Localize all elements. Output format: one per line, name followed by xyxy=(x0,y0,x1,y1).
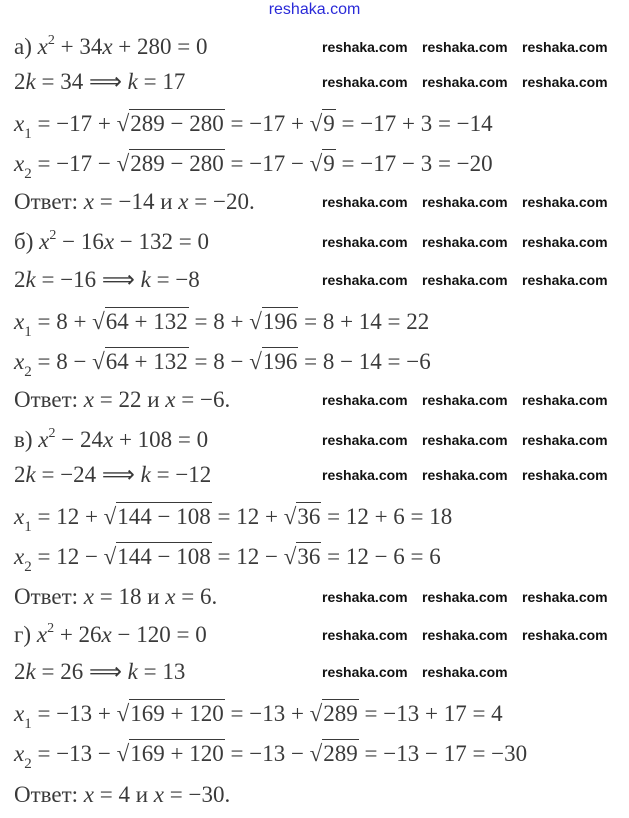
math-text: = 12 − 6 = 6 xyxy=(321,544,441,569)
watermark: reshaka.com xyxy=(522,234,608,250)
math-line xyxy=(14,388,230,411)
watermark: reshaka.com xyxy=(322,74,408,90)
variable: x xyxy=(165,387,176,412)
radicand: 64 + 132 xyxy=(105,309,188,334)
math-text: = 8 − xyxy=(188,349,250,374)
math-text: = −13 − 17 = −30 xyxy=(358,741,528,766)
math-text: = 26 ⟹ xyxy=(35,659,128,684)
square-root xyxy=(117,112,225,135)
square-root xyxy=(310,702,359,725)
radicand: 64 + 132 xyxy=(105,349,188,374)
radicand: 36 xyxy=(297,544,321,569)
math-text: = 8 − xyxy=(31,349,93,374)
math-text: − 132 = 0 xyxy=(114,229,209,254)
math-text: = −17 − xyxy=(31,151,117,176)
math-text: Ответ: xyxy=(14,189,84,214)
math-text: = 18 и xyxy=(94,584,166,609)
math-line xyxy=(14,35,208,58)
subscript: 2 xyxy=(24,756,32,772)
math-line xyxy=(14,660,185,683)
variable: k xyxy=(140,267,151,292)
watermark: reshaka.com xyxy=(522,272,608,288)
radicand: 169 + 120 xyxy=(130,741,224,766)
variable: x xyxy=(83,782,95,807)
subscript: 1 xyxy=(24,324,32,340)
radicand: 169 + 120 xyxy=(130,701,224,726)
math-text: = 12 + 6 = 18 xyxy=(321,504,453,529)
square-root xyxy=(117,152,225,175)
math-text: = −14 и xyxy=(94,189,179,214)
math-text: = −13 − xyxy=(224,741,310,766)
square-root xyxy=(284,505,322,528)
watermark: reshaka.com xyxy=(322,39,408,55)
watermark: reshaka.com xyxy=(522,467,608,483)
radicand: 289 − 280 xyxy=(130,111,224,136)
radicand: 289 − 280 xyxy=(130,151,224,176)
math-text: + 108 = 0 xyxy=(113,427,209,452)
radicand: 289 xyxy=(323,701,358,726)
math-line xyxy=(14,190,255,213)
math-text: = −12 xyxy=(150,462,212,487)
math-text: = 8 + 14 = 22 xyxy=(298,309,430,334)
exponent: 2 xyxy=(48,426,56,441)
math-text: = −20. xyxy=(188,189,255,214)
square-root xyxy=(104,505,212,528)
math-text: = −30. xyxy=(164,782,231,807)
variable: x xyxy=(102,34,113,59)
math-text: = −17 + xyxy=(224,111,310,136)
math-text: = −17 − 3 = −20 xyxy=(335,151,493,176)
math-line xyxy=(14,544,441,575)
radical-sign: √ xyxy=(103,544,117,569)
math-line xyxy=(14,585,217,608)
radical-sign: √ xyxy=(116,701,130,726)
radical-sign: √ xyxy=(249,309,262,334)
watermark: reshaka.com xyxy=(322,234,408,250)
watermark: reshaka.com xyxy=(322,664,408,680)
math-line xyxy=(14,463,211,486)
radical-sign: √ xyxy=(116,151,130,176)
variable: k xyxy=(127,659,138,684)
watermark: reshaka.com xyxy=(522,627,608,643)
watermark: reshaka.com xyxy=(322,467,408,483)
math-text: = −16 ⟹ xyxy=(35,267,141,292)
variable: x xyxy=(14,349,25,374)
radicand: 196 xyxy=(262,309,298,334)
math-text: = −6. xyxy=(175,387,231,412)
radical-sign: √ xyxy=(283,504,297,529)
math-line xyxy=(14,268,200,291)
square-root xyxy=(117,702,225,725)
variable: k xyxy=(25,462,36,487)
math-text: = 12 − xyxy=(211,544,284,569)
math-text: = 12 − xyxy=(31,544,104,569)
variable: x xyxy=(14,111,25,136)
subscript: 2 xyxy=(24,166,32,182)
variable: k xyxy=(140,462,151,487)
math-text: − 16 xyxy=(56,229,104,254)
variable: x xyxy=(83,387,95,412)
math-text: = −13 + 17 = 4 xyxy=(358,701,503,726)
math-text: = −8 xyxy=(150,267,200,292)
math-line xyxy=(14,230,209,253)
variable: x xyxy=(83,584,95,609)
radical-sign: √ xyxy=(249,349,262,374)
square-root xyxy=(310,112,336,135)
subscript: 1 xyxy=(24,126,32,142)
math-line xyxy=(14,309,430,340)
watermark: reshaka.com xyxy=(522,39,608,55)
math-text: = −24 ⟹ xyxy=(35,462,141,487)
radicand: 144 − 108 xyxy=(117,544,211,569)
watermark: reshaka.com xyxy=(422,74,508,90)
square-root xyxy=(92,310,189,333)
watermark: reshaka.com xyxy=(422,467,508,483)
math-text: г) xyxy=(14,622,37,647)
watermark: reshaka.com xyxy=(522,432,608,448)
math-text: 2 xyxy=(14,267,26,292)
watermark: reshaka.com xyxy=(422,664,508,680)
math-text: = 17 xyxy=(137,69,186,94)
radicand: 36 xyxy=(297,504,321,529)
radical-sign: √ xyxy=(92,309,105,334)
math-text: = −13 − xyxy=(31,741,117,766)
math-text: + 34 xyxy=(54,34,103,59)
watermark: reshaka.com xyxy=(522,392,608,408)
exponent: 2 xyxy=(47,33,55,48)
math-text: = 4 и xyxy=(94,782,154,807)
math-text: = 8 + xyxy=(31,309,93,334)
square-root xyxy=(310,742,359,765)
math-text: Ответ: xyxy=(14,387,84,412)
variable: x xyxy=(14,504,25,529)
math-text: Ответ: xyxy=(14,584,84,609)
radical-sign: √ xyxy=(116,741,130,766)
math-text: = 22 и xyxy=(94,387,166,412)
variable: x xyxy=(153,782,165,807)
variable: x xyxy=(38,427,49,452)
square-root xyxy=(284,545,322,568)
math-text: = −13 + xyxy=(31,701,117,726)
radical-sign: √ xyxy=(309,741,323,766)
variable: x xyxy=(37,34,48,59)
math-text: = 12 + xyxy=(31,504,104,529)
math-text: = −17 + xyxy=(31,111,117,136)
variable: x xyxy=(14,151,25,176)
radical-sign: √ xyxy=(283,544,297,569)
variable: x xyxy=(14,701,25,726)
exponent: 2 xyxy=(47,621,55,636)
watermark: reshaka.com xyxy=(322,432,408,448)
square-root xyxy=(249,310,298,333)
watermark: reshaka.com xyxy=(322,627,408,643)
math-text: = 12 + xyxy=(211,504,284,529)
math-text: + 280 = 0 xyxy=(112,34,208,59)
square-root xyxy=(92,350,189,373)
variable: x xyxy=(102,427,114,452)
variable: x xyxy=(83,189,95,214)
site-header-link[interactable]: reshaka.com xyxy=(268,1,361,18)
variable: k xyxy=(25,267,36,292)
math-line xyxy=(14,701,503,732)
watermark: reshaka.com xyxy=(322,589,408,605)
watermark: reshaka.com xyxy=(422,627,508,643)
radicand: 289 xyxy=(323,741,358,766)
math-text: + 26 xyxy=(54,622,102,647)
radical-sign: √ xyxy=(92,349,105,374)
math-text: = −17 − xyxy=(224,151,310,176)
math-line xyxy=(14,504,453,535)
watermark: reshaka.com xyxy=(522,194,608,210)
radicand: 9 xyxy=(323,111,335,136)
subscript: 2 xyxy=(24,364,32,380)
subscript: 1 xyxy=(24,519,32,535)
variable: x xyxy=(103,229,115,254)
watermark: reshaka.com xyxy=(422,194,508,210)
watermark: reshaka.com xyxy=(422,589,508,605)
variable: x xyxy=(101,622,112,647)
radical-sign: √ xyxy=(103,504,117,529)
variable: x xyxy=(178,189,189,214)
math-text: 2 xyxy=(14,462,26,487)
math-text: 2 xyxy=(14,659,26,684)
variable: k xyxy=(127,69,138,94)
watermark: reshaka.com xyxy=(522,74,608,90)
math-text: Ответ: xyxy=(14,782,84,807)
radicand: 196 xyxy=(262,349,298,374)
square-root xyxy=(104,545,212,568)
variable: x xyxy=(14,544,25,569)
math-line xyxy=(14,111,493,142)
math-text: − 120 = 0 xyxy=(111,622,207,647)
square-root xyxy=(310,152,336,175)
square-root xyxy=(117,742,225,765)
math-text: = 13 xyxy=(137,659,186,684)
math-text: 2 xyxy=(14,69,26,94)
math-text: = −17 + 3 = −14 xyxy=(335,111,493,136)
variable: x xyxy=(14,741,25,766)
subscript: 1 xyxy=(24,716,32,732)
math-line xyxy=(14,783,230,806)
math-text: а) xyxy=(14,34,38,59)
watermark: reshaka.com xyxy=(322,194,408,210)
radicand: 9 xyxy=(323,151,335,176)
math-text: = 8 + xyxy=(188,309,250,334)
math-text: = 34 ⟹ xyxy=(35,69,128,94)
math-text: − 24 xyxy=(55,427,103,452)
subscript: 2 xyxy=(24,559,32,575)
watermark: reshaka.com xyxy=(422,392,508,408)
exponent: 2 xyxy=(49,228,57,243)
watermark: reshaka.com xyxy=(422,234,508,250)
watermark: reshaka.com xyxy=(422,39,508,55)
radical-sign: √ xyxy=(309,151,323,176)
variable: x xyxy=(39,229,50,254)
radicand: 144 − 108 xyxy=(117,504,211,529)
variable: k xyxy=(25,69,36,94)
watermark: reshaka.com xyxy=(522,589,608,605)
watermark: reshaka.com xyxy=(422,432,508,448)
math-text: = −13 + xyxy=(224,701,310,726)
variable: x xyxy=(165,584,176,609)
math-line xyxy=(14,623,207,646)
math-text: = 6. xyxy=(175,584,218,609)
radical-sign: √ xyxy=(309,701,323,726)
variable: x xyxy=(14,309,25,334)
math-text: = 8 − 14 = −6 xyxy=(298,349,431,374)
math-line xyxy=(14,741,528,772)
radical-sign: √ xyxy=(309,111,323,136)
watermark: reshaka.com xyxy=(322,272,408,288)
variable: x xyxy=(36,622,48,647)
math-text: в) xyxy=(14,427,39,452)
math-text: б) xyxy=(14,229,40,254)
variable: k xyxy=(25,659,36,684)
math-line xyxy=(14,349,431,380)
watermark: reshaka.com xyxy=(422,272,508,288)
square-root xyxy=(249,350,298,373)
math-line xyxy=(14,151,493,182)
radical-sign: √ xyxy=(116,111,130,136)
math-line xyxy=(14,428,208,451)
watermark: reshaka.com xyxy=(322,392,408,408)
math-line xyxy=(14,70,185,93)
